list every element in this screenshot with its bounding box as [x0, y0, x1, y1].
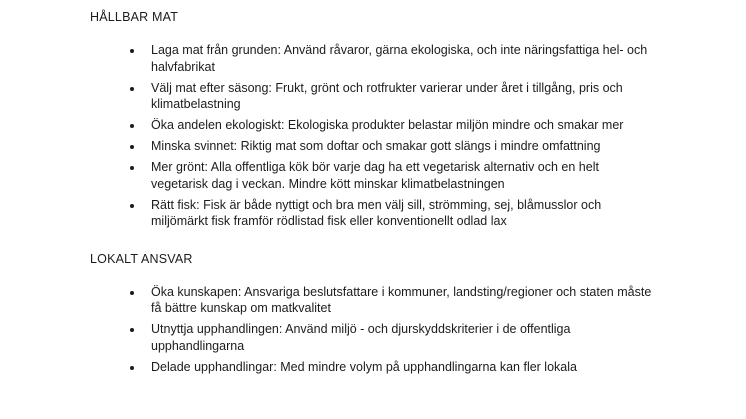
- bullet-item: • Öka kunskapen: Ansvariga beslutsfattare i kommuner, landsting/regioner och staten måste få bättre kunskap om matkvalitet: [144, 284, 656, 317]
- bullet-item: • Minska svinnet: Riktig mat som doftar och smakar gott slängs i mindre omfattning: [144, 138, 656, 155]
- bullet-list: [90, 42, 656, 230]
- bullet-item: • Delade upphandlingar: Med mindre volym på upphandlingarna kan fler lokala: [144, 359, 656, 376]
- bullet-list: [90, 284, 656, 376]
- section-heading: LOKALT ANSVAR: [90, 251, 193, 266]
- bullet-item: • Utnyttja upphandlingen: Använd miljö - och djurskyddskriterier i de offentliga upphandlingarna: [144, 321, 656, 354]
- bullet-item: • Mer grönt: Alla offentliga kök bör varje dag ha ett vegetarisk alternativ och en helt vegetarisk dag i veckan. Mindre kött minskar klimatbelastningen: [144, 159, 656, 192]
- section-hallbar-mat: [90, 10, 746, 230]
- bullet-item: • Laga mat från grunden: Använd råvaror, gärna ekologiska, och inte näringsfattiga hel- och halvfabrikat: [144, 42, 656, 75]
- section-heading: HÅLLBAR MAT: [90, 10, 179, 24]
- bullet-item: • Rätt fisk: Fisk är både nyttigt och bra men välj sill, strömming, sej, blåmusslor och miljömärkt fisk framför rödlistad fisk eller konventionellt odlad lax: [144, 197, 656, 230]
- section-lokalt-ansvar: [90, 252, 746, 376]
- bullet-item: • Öka andelen ekologiskt: Ekologiska produkter belastar miljön mindre och smakar mer: [144, 117, 656, 134]
- bullet-item: • Välj mat efter säsong: Frukt, grönt och rotfrukter varierar under året i tillgång, pris och klimatbelastning: [144, 80, 656, 113]
